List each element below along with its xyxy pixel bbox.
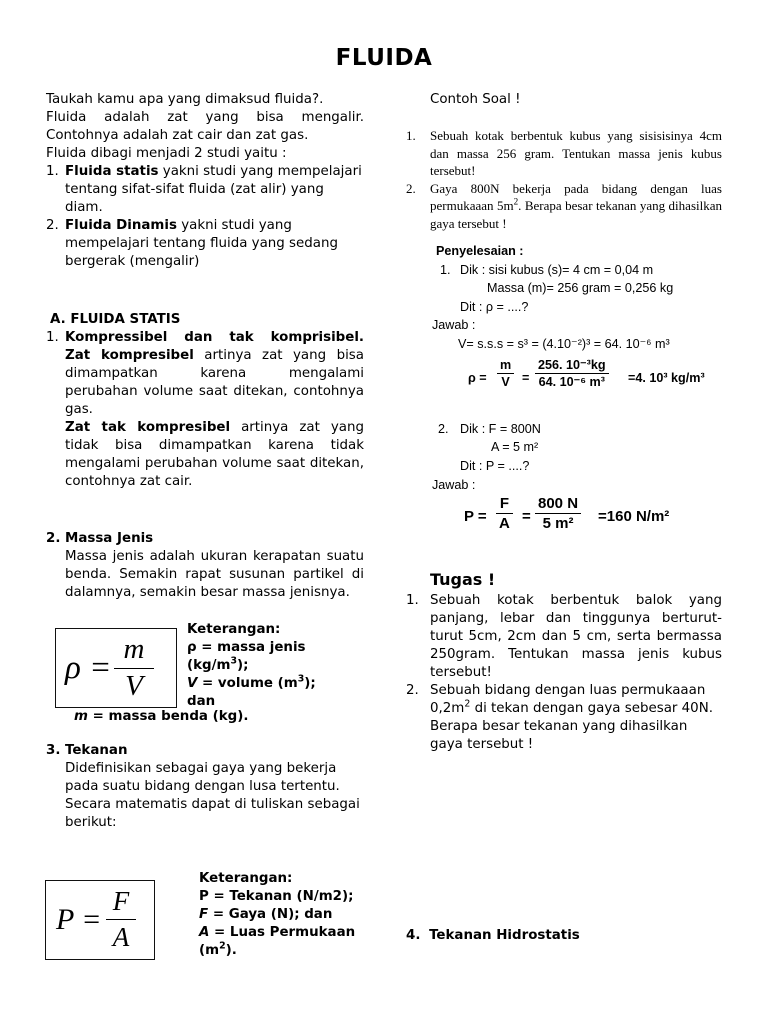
pressure-formula-numerator: F [112,886,130,916]
fraction-denominator: 64. 10⁻⁶ m³ [538,375,605,389]
intro-definition: Fluida adalah zat yang bisa mengalir. Contohnya adalah zat cair dan zat gas. [46,110,364,143]
solution-1-result: =4. 10³ kg/m³ [628,371,705,385]
example-number: 1. [406,128,416,143]
density-formula-denominator: V [125,670,143,702]
item-number: 1. [46,330,59,345]
example-item [406,127,722,180]
study-number: 2. [46,218,59,233]
item-heading: Massa Jenis [65,531,154,546]
intro-division: Fluida dibagi menjadi 2 studi yaitu : [46,146,287,161]
pressure-legend [199,870,364,960]
solution-1-fraction-2 [535,357,609,390]
pressure-formula-denominator: A [112,922,130,952]
legend-area-var: A [199,925,210,940]
solution-1-mass: Massa (m)= 256 gram = 0,256 kg [487,281,674,295]
item-heading-text: Kompressibel dan tak komprisibel. [65,330,364,345]
solution-2-number: 2. [438,422,449,436]
compressible-text: artinya zat yang bisa dimampatkan karena mengalami perubahan volume saat ditekan, contohnya gas. [65,348,364,417]
study-term: Fluida Dinamis [65,218,177,233]
legend-force-var: F [199,907,209,922]
legend-pressure: P = Tekanan (N/m2); [199,889,354,904]
task-text: Sebuah kotak berbentuk balok yang panjang, lebar dan tinggunya berturut-turut 5cm, 2cm dan 5 cm, serta bermassa 250gram. Tentukan massa jenis kubus tersebut! [430,593,722,680]
solution-2-given: Dik : F = 800N [460,422,541,436]
fraction-numerator: F [496,494,513,514]
task-text-rest: di tekan dengan gaya sebesar 40N. Berapa besar tekanan yang dihasilkan gaya tersebut ! [430,701,713,752]
study-text: yakni studi yang mempelajari tentang sifat-sifat fluida (zat alir) yang diam. [65,164,362,215]
solution-2-result: =160 N/m² [598,508,670,525]
density-formula-numerator: m [123,633,145,665]
solution-1-fraction-1 [497,357,514,390]
study-item [46,217,364,271]
compressible-term: Zat kompresibel [65,348,194,363]
incompressible-term: Zat tak kompresibel [65,420,231,435]
legend-mass [74,708,248,726]
task-item [406,682,722,754]
fraction-bar [106,919,136,920]
section-a-item-2 [46,530,364,602]
task-text-area: 0,2m [430,701,465,716]
density-formula-box [55,628,177,708]
section-a [46,311,364,491]
fraction-denominator: V [501,375,510,389]
task-list [406,592,722,754]
legend-title: Keterangan: [187,622,281,637]
section-a-item-3 [46,742,364,832]
pressure-formula-box [45,880,155,960]
legend-rho-text: ρ = massa jenis (kg/m [187,640,306,673]
legend-mass-text: = massa benda (kg). [87,709,249,724]
intro-question: Taukah kamu apa yang dimaksud fluida?. [46,92,324,107]
section-a-heading: A. FLUIDA STATIS [50,312,181,327]
fraction-denominator: A [499,515,510,532]
study-text: yakni studi yang mempelajari tentang fluida yang sedang bergerak (mengalir) [65,218,338,269]
fraction-numerator: 256. 10⁻³kg [535,357,609,374]
density-legend [187,621,357,711]
task-item [406,592,722,682]
fraction-numerator: 800 N [535,494,581,514]
example-text: Sebuah kotak berbentuk kubus yang sisisisinya 4cm dan massa 256 gram. Tentukan massa jenis kubus tersebut! [430,128,722,178]
pressure-line-3: Secara matematis dapat di tuliskan sebagai berikut: [65,797,360,830]
solution-1-number: 1. [440,263,451,277]
example-heading: Contoh Soal ! [430,92,521,107]
fraction-numerator: m [497,357,514,374]
item-heading [65,329,364,347]
solution-1-given: Dik : sisi kubus (s)= 4 cm = 0,04 m [460,263,654,277]
solution-2-fraction-2 [535,494,581,533]
task-text-line-2: $0,2m^2$ di tekan dengan gaya sebesar 40N. Berapa besar tekanan yang dihasilkan gaya tersebut ! [430,698,713,752]
density-definition: Massa jenis adalah ukuran kerapatan suatu benda. Semakin rapat susunan partikel di dalamnya, semakin besar massa jenisnya. [65,549,364,600]
solution-2-fraction-1 [496,494,513,533]
legend-and: dan [187,694,216,709]
section-a-item-1 [46,329,364,491]
solution-2-answer-label: Jawab : [432,478,476,492]
fraction-bar [114,668,154,669]
example-number: 2. [406,180,416,196]
task-number: 2. [406,683,419,698]
task-number: 1. [406,593,419,608]
solution-1-rho: ρ = [468,371,487,385]
example-item: 2. Gaya 800N bekerja pada bidang dengan luas permukaaan $5m^2$. Berapa besar tekanan yang dihasilkan gaya tersebut ! [406,180,722,231]
study-term: Fluida statis [65,164,159,179]
legend-volume-var: V [187,676,198,691]
legend-force-text: = Gaya (N); dan [208,907,333,922]
fraction-denominator: 5 m² [542,515,574,532]
pressure-formula-lhs: P = [56,903,102,936]
solution-heading: Penyelesaian : [436,244,524,258]
incompressible-paragraph [65,419,364,491]
task-text-line-1: Sebuah bidang dengan luas permukaaan [430,683,706,698]
solution-1-asked: Dit : ρ = ....? [460,300,529,314]
example-text: Gaya 800N bekerja pada bidang dengan luas permukaaan 5m [430,180,722,213]
pressure-line-2: pada suatu bidang dengan lusa tertentu. [65,779,340,794]
legend-area-text: = Luas Permukaan (m [199,925,356,958]
study-number: 1. [46,164,59,179]
legend-area: A = Luas Permukaan $(m^2)$. [199,925,356,958]
page-title: FLUIDA [335,45,433,71]
item-number: 4. [406,928,421,943]
item-number: 2. [46,531,61,546]
intro [46,91,364,271]
solution-2-asked: Dit : P = ....? [460,459,530,473]
solution-2-equals: = [522,508,531,525]
compressible-paragraph [65,347,364,419]
legend-title: Keterangan: [199,871,293,886]
study-item [46,163,364,217]
solution-1-equals: = [522,371,530,385]
section-a-item-4 [406,927,580,945]
example-list [406,127,722,232]
legend-force [199,906,364,924]
solution-1-volume: V= s.s.s = s³ = (4.10⁻²)³ = 64. 10⁻⁶ m³ [458,337,670,351]
density-formula-lhs: ρ = [65,650,112,686]
pressure-line-1: Didefinisikan sebagai gaya yang bekerja [65,761,337,776]
incompressible-text: artinya zat yang tidak bisa dimampatkan karena tidak mengalami perubahan volume saat ditekan, contohnya zat cair. [65,420,364,489]
item-heading: Tekanan Hidrostatis [429,928,580,943]
example-text-b: . Berapa besar tekanan yang dihasilkan gaya tersebut ! [430,198,722,231]
legend-rho: ρ = massa jenis $(kg/m^3)$; [187,640,306,673]
legend-volume-text: = volume (m [197,676,298,691]
item-heading: Tekanan [65,743,128,758]
solution-1-answer-label: Jawab : [432,318,476,332]
solution-2-area: A = 5 m² [491,440,539,454]
solution-2-p: P = [464,508,487,525]
legend-volume: V = volume $(m^3)$; [187,673,316,691]
legend-mass-var: m [74,709,88,724]
item-number: 3. [46,743,61,758]
task-heading: Tugas ! [430,570,496,589]
